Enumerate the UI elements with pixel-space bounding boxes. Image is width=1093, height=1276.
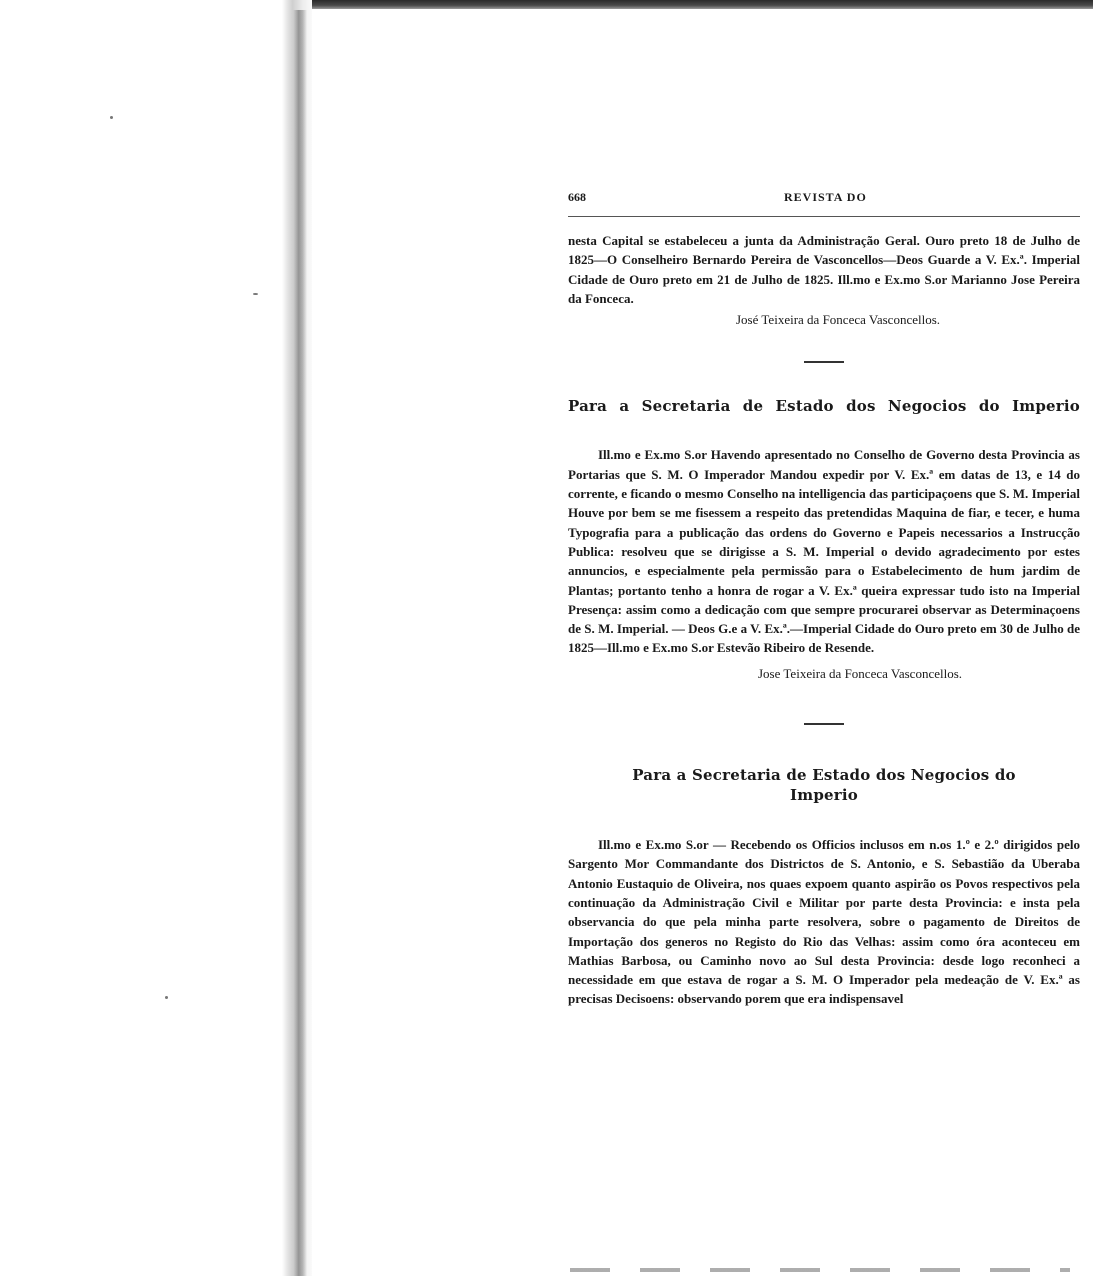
continuation-body: nesta Capital se estabeleceu a junta da Administração Geral. Ouro preto 18 de Julho de 1825—O Conselheiro Bernardo Pereira de Vasconcellos—Deos Guarde a V. Ex.ª. Imperial Cidade de Ouro preto em 21 de Julho de 1825. Ill.mo e Ex.mo S.or Marianno Jose Pereira da Fonceca. (568, 233, 1080, 306)
scan-top-edge (288, 0, 1093, 9)
header-rule (568, 216, 1080, 217)
scan-speck (110, 116, 113, 119)
continuation-signature: José Teixeira da Fonceca Vasconcellos. (736, 312, 941, 328)
scan-speck (165, 996, 168, 999)
running-head: REVISTA DO (784, 190, 867, 204)
page-number: 668 (568, 190, 586, 204)
letter-1-heading: Para a Secretaria de Estado dos Negocios do Imperio (568, 397, 1080, 416)
document-page (568, 190, 1080, 1009)
letter-2-body: Ill.mo e Ex.mo S.or — Recebendo os Officios inclusos em n.os 1.º e 2.º dirigidos pelo Sargento Mor Commandante dos Districtos de S. Antonio, e S. Sebastião da Uberaba Antonio Eustaquio de Oliveira, nos quaes expoem quanto aspirão os Povos respectivos pela continuação da Administração Civil e Militar por parte desta Provincia: e insta pela observancia do que pela minha parte resolvera, sobre o pagamento de Direitos de Importação dos generos no Registo do Rio das Velhas: assim como óra aconteceu em Mathias Barbosa, ou Caminho novo ao Sul desta Provincia: desde logo reconheci a necessidade em que estava de rogar a S. M. O Imperador pela medeação de V. Ex.ª as precisas Decisoens: observando porem que era indispensavel (568, 837, 1080, 1007)
book-binding-mark (293, 10, 307, 1276)
scan-bottom-edge (570, 1268, 1070, 1272)
letter-1 (568, 397, 1080, 683)
page-header (568, 190, 1080, 214)
section-divider (804, 723, 844, 725)
continuation-section (568, 231, 1080, 329)
letter-1-signature: Jose Teixeira da Fonceca Vasconcellos. (758, 665, 963, 681)
letter-1-body: Ill.mo e Ex.mo S.or Havendo apresentado no Conselho de Governo desta Provincia as Portarias que S. M. O Imperador Mandou expedir por V. Ex.ª em datas de 13, e 14 do corrente, e ficando o mesmo Conselho na intelligencia das participaçoens que S. M. Imperial Houve por bem se me fisessem a respeito das pretendidas Maquina de fiar, e tecer, e huma Typografia para a publicação das ordens do Governo e Papeis necessarios a Instrucção Publica: resolveu que se dirigisse a S. M. Imperial o devido agradecimento por estes annuncios, e especialmente pela permissão para o Estabelecimento de hum jardim de Plantas; portanto tenho a honra de rogar a V. Ex.ª queira expressar tudo isto na Imperial Presença: assim como a dedicação com que sempre procurarei observar as Determinaçoens de S. M. Imperial. — Deos G.e a V. Ex.ª.—Imperial Cidade do Ouro preto em 30 de Julho de 1825—Ill.mo e Ex.mo S.or Estevão Ribeiro de Resende. (568, 447, 1080, 656)
letter-2 (568, 765, 1080, 1009)
letter-2-heading: Para a Secretaria de Estado dos Negocios do Imperio (632, 766, 1016, 805)
section-divider (804, 361, 844, 363)
scan-speck (253, 293, 258, 295)
